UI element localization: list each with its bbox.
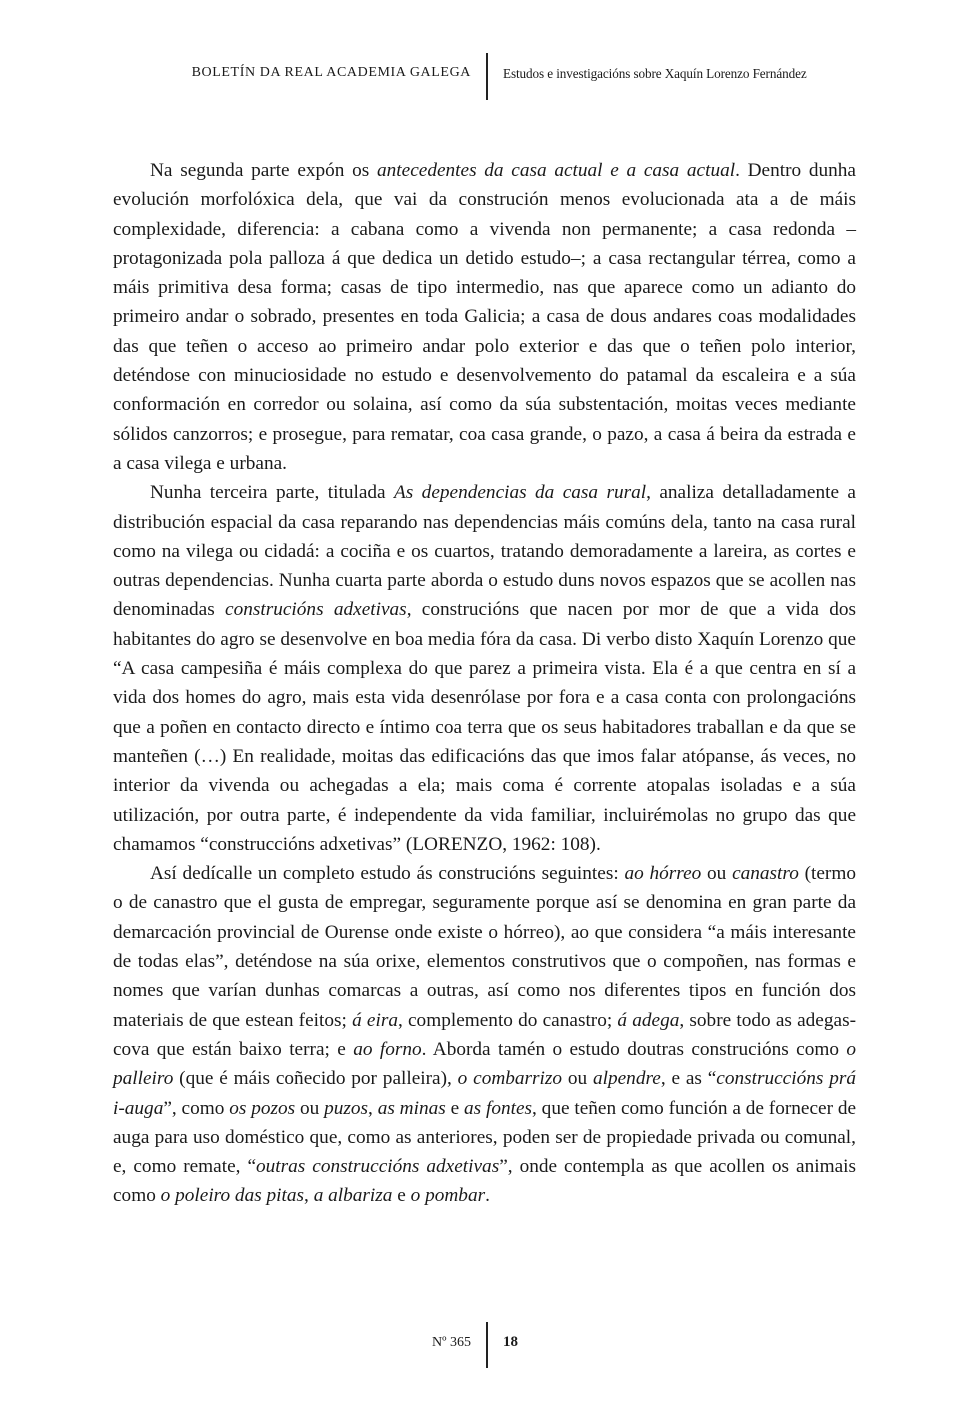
italic-run: a albariza xyxy=(313,1185,393,1207)
paragraph xyxy=(113,859,856,1211)
text-run: Nunha terceira parte, titulada xyxy=(150,482,394,504)
running-footer xyxy=(0,1322,975,1368)
italic-run: ao forno xyxy=(353,1038,422,1060)
italic-run: o pombar xyxy=(410,1185,486,1207)
text-run: , xyxy=(304,1185,314,1207)
text-run: e xyxy=(392,1185,411,1207)
header-divider xyxy=(486,53,488,100)
italic-run: antecedentes da casa actual e a casa actual xyxy=(377,160,736,181)
text-run: ”, onde contempla as que acollen os animais como xyxy=(113,1156,856,1207)
footer-divider xyxy=(486,1322,488,1368)
italic-run: construccións prá i-auga xyxy=(113,1068,856,1119)
italic-run: As dependencias da casa rural xyxy=(394,482,647,504)
italic-run: o combarrizo xyxy=(457,1068,563,1090)
text-run: , complemento do canastro; xyxy=(397,1009,618,1031)
text-run: , e as “ xyxy=(660,1068,717,1090)
italic-run: o poleiro das pitas xyxy=(160,1185,305,1207)
text-run: (que é máis coñecido por palleira), xyxy=(173,1068,458,1090)
italic-run: á eira xyxy=(352,1009,398,1031)
italic-run: á adega xyxy=(617,1009,680,1031)
text-run: , que teñen como función a de fornecer de auga para uso doméstico que, como as anteriores, poden ser de propiedade privada ou comunal, e, como remate, “ xyxy=(113,1097,857,1178)
page-number: 18 xyxy=(503,1334,518,1350)
text-run: ou xyxy=(295,1097,325,1119)
italic-run: os pozos xyxy=(229,1097,296,1119)
italic-run: as minas xyxy=(377,1097,446,1119)
paragraph xyxy=(113,478,856,859)
text-run: ou xyxy=(562,1068,593,1090)
text-run: , sobre todo as adegas-cova que están baixo terra; e xyxy=(113,1009,856,1060)
italic-run: as fontes xyxy=(463,1097,533,1119)
text-run: ou xyxy=(701,863,733,885)
italic-run: ao hórreo xyxy=(624,863,702,885)
text-run: , construcións que nacen por mor de que a vida dos habitantes do agro se desenvolve en boa media fóra da casa. Di verbo disto Xaquín Lorenzo que “A casa campesiña é máis complexa do que parez a primeira vista. Ela é a que centra en sí a vida dos homes do agro, mais esta vida desenrólase por fora e a casa conta con prolongacións que a poñen en contacto directo e íntimo coa terra que os seus habitadores traballan e da que se manteñen (…) En realidade, moitas das edificacións das que imos falar atópanse, ás veces, no interior da vivenda ou achegadas a ela; mais coma é corrente atopalas isoladas e a súa utilización, por outra parte, é independente da vida familiar, incluirémolas no grupo das que chamamos “construccións adxetivas” (LORENZO, 1962: 108). xyxy=(113,599,856,855)
article-body xyxy=(113,156,856,1211)
text-run: Na segunda parte expón os xyxy=(150,160,378,181)
text-run: . Aborda tamén o estudo doutras construcións como xyxy=(421,1038,847,1060)
section-title: Estudos e investigacións sobre Xaquín Lorenzo Fernández xyxy=(503,66,807,81)
text-run: . xyxy=(485,1185,490,1207)
text-run: ”, como xyxy=(163,1097,230,1119)
italic-run: puzos xyxy=(324,1097,369,1119)
italic-run: construcións adxetivas xyxy=(225,599,407,621)
italic-run: alpendre xyxy=(592,1068,661,1090)
journal-title: BOLETÍN DA REAL ACADEMIA GALEGA xyxy=(191,65,471,80)
running-header xyxy=(0,53,975,100)
text-run: Así dedícalle un completo estudo ás construcións seguintes: xyxy=(150,863,625,885)
italic-run: canastro xyxy=(732,863,799,885)
italic-run: o palleiro xyxy=(113,1038,857,1090)
italic-run: outras construccións adxetivas xyxy=(256,1156,500,1178)
text-run: (termo o de canastro que el gusta de empregar, seguramente porque así se denomina en gran parte da demarcación provincial de Ourense onde existe o hórreo), ao que considera “a máis interesante de todas elas”, deténdose na súa orixe, elementos construtivos que o compoñen, nas formas e nomes que varían dunhas comarcas a outras, así como nos diferentes tipos en función dos materiais de que estean feitos; xyxy=(113,863,856,1031)
text-run: , xyxy=(368,1097,378,1119)
text-run: e xyxy=(445,1097,464,1119)
paragraph xyxy=(113,156,856,478)
text-run: . Dentro dunha evolución morfolóxica dela, que vai da construción menos evolucionada ata a de máis complexidade, diferencia: a cabana como a vivenda non permanente; a casa redonda –protagonizada pola palloza á que dedica un detido estudo–; a casa rectangular térrea, como a máis primitiva desa forma; casas de tipo intermedio, nas que aparece como un adianto do primeiro andar o sobrado, presentes en toda Galicia; a casa de dous andares coas modalidades das que teñen o acceso ao primeiro andar polo exterior e das que o teñen polo interior, deténdose con minuciosidade no estudo e desenvolvemento do patamal da escaleira e a súa conformación en corredor ou solaina, así como da súa substentación, moitas veces mediante sólidos canzorros; e prosegue, para rematar, coa casa grande, o pazo, a casa á beira da estrada e a casa vilega e urbana. xyxy=(113,160,856,474)
text-run: , analiza detalladamente a distribución espacial da casa reparando nas dependencias máis comúns dela, tanto na casa rural como na vilega ou cidadá: a cociña e os cuartos, tratando demoradamente a lareira, as cortes e outras dependencias. Nunha cuarta parte aborda o estudo duns novos espazos que se acollen nas denominadas xyxy=(113,482,856,621)
issue-number: Nº 365 xyxy=(432,1335,471,1350)
